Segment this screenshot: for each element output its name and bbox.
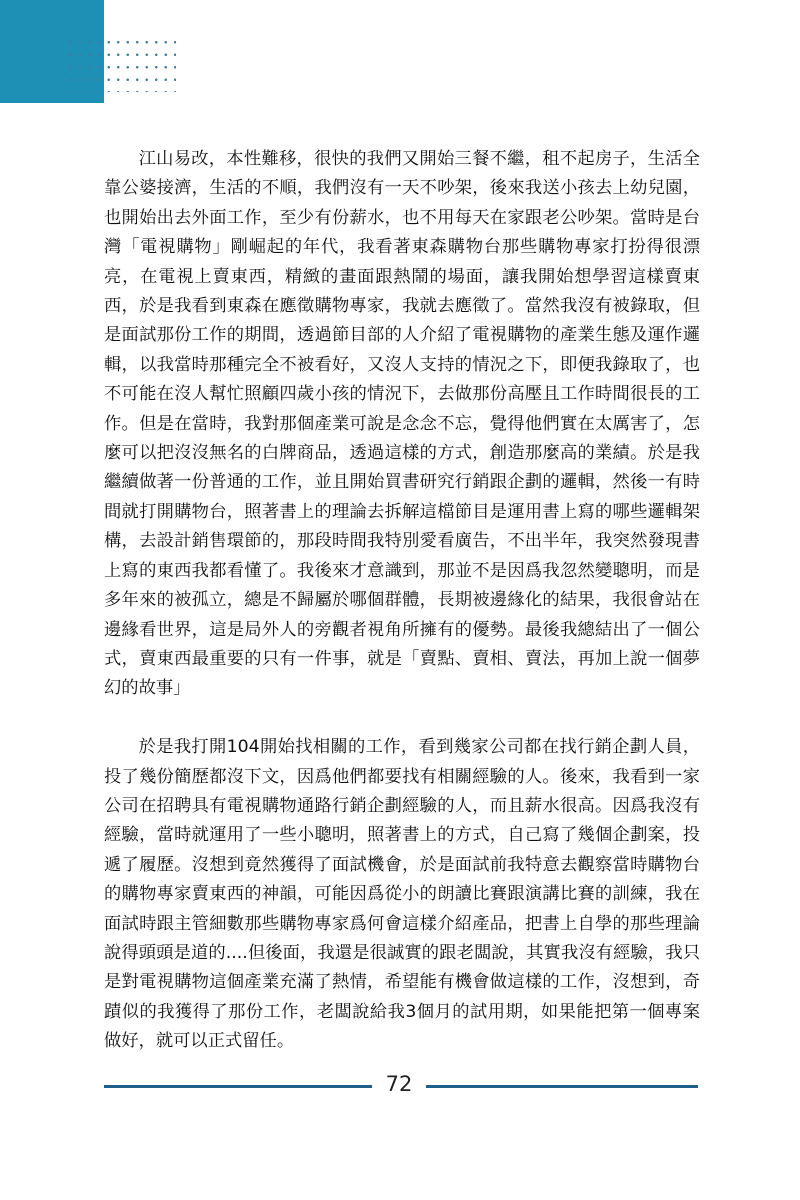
footer-rule-left	[104, 1085, 372, 1088]
page-number: 72	[385, 1072, 413, 1096]
decorative-dot-grid	[66, 36, 176, 92]
footer-rule-right	[426, 1085, 698, 1088]
page-footer	[104, 1070, 698, 1104]
body-text	[104, 145, 700, 1057]
paragraph-1: 江山易改，本性難移，很快的我們又開始三餐不繼，租不起房子，生活全靠公婆接濟，生活的不順，我們沒有一天不吵架，後來我送小孩去上幼兒園，也開始出去外面工作，至少有份薪水，也不用每天在家跟老公吵架。當時是台灣「電視購物」剛崛起的年代，我看著東森購物台那些購物專家打扮得很漂亮，在電視上賣東西，精緻的畫面跟熱鬧的場面，讓我開始想學習這樣賣東西，於是我看到東森在應徵購物專家，我就去應徵了。當然我沒有被錄取，但是面試那份工作的期間，透過節目部的人介紹了電視購物的產業生態及運作邏輯，以我當時那種完全不被看好，又沒人支持的情況之下，即便我錄取了，也不可能在沒人幫忙照顧四歲小孩的情況下，去做那份高壓且工作時間很長的工作。但是在當時，我對那個產業可說是念念不忘，覺得他們實在太厲害了，怎麼可以把沒沒無名的白牌商品，透過這樣的方式，創造那麼高的業績。於是我繼續做著一份普通的工作，並且開始買書研究行銷跟企劃的邏輯，然後一有時間就打開購物台，照著書上的理論去拆解這檔節目是運用書上寫的哪些邏輯架構，去設計銷售環節的，那段時間我特別愛看廣告，不出半年，我突然發現書上寫的東西我都看懂了。我後來才意識到，那並不是因爲我忽然變聰明，而是多年來的被孤立，總是不歸屬於哪個群體，長期被邊緣化的結果，我很會站在邊緣看世界，這是局外人的旁觀者視角所擁有的優勢。最後我總結出了一個公式，賣東西最重要的只有一件事，就是「賣點、賣相、賣法，再加上說一個夢幻的故事」	[104, 149, 700, 699]
paragraph-2: 於是我打開104開始找相關的工作，看到幾家公司都在找行銷企劃人員，投了幾份簡歷都沒下文，因爲他們都要找有相關經驗的人。後來，我看到一家公司在招聘具有電視購物通路行銷企劃經驗的人，而且薪水很高。因爲我沒有經驗，當時就運用了一些小聰明，照著書上的方式，自己寫了幾個企劃案，投遞了履歷。沒想到竟然獲得了面試機會，於是面試前我特意去觀察當時購物台的購物專家賣東西的神韻，可能因爲從小的朗讀比賽跟演講比賽的訓練，我在面試時跟主管細數那些購物專家爲何會這樣介紹產品，把書上自學的那些理論說得頭頭是道的....但後面，我還是很誠實的跟老闆說，其實我沒有經驗，我只是對電視購物這個產業充滿了熱情，希望能有機會做這樣的工作，沒想到，奇蹟似的我獲得了那份工作，老闆說給我3個月的試用期，如果能把第一個專案做好，就可以正式留任。	[104, 737, 700, 1052]
